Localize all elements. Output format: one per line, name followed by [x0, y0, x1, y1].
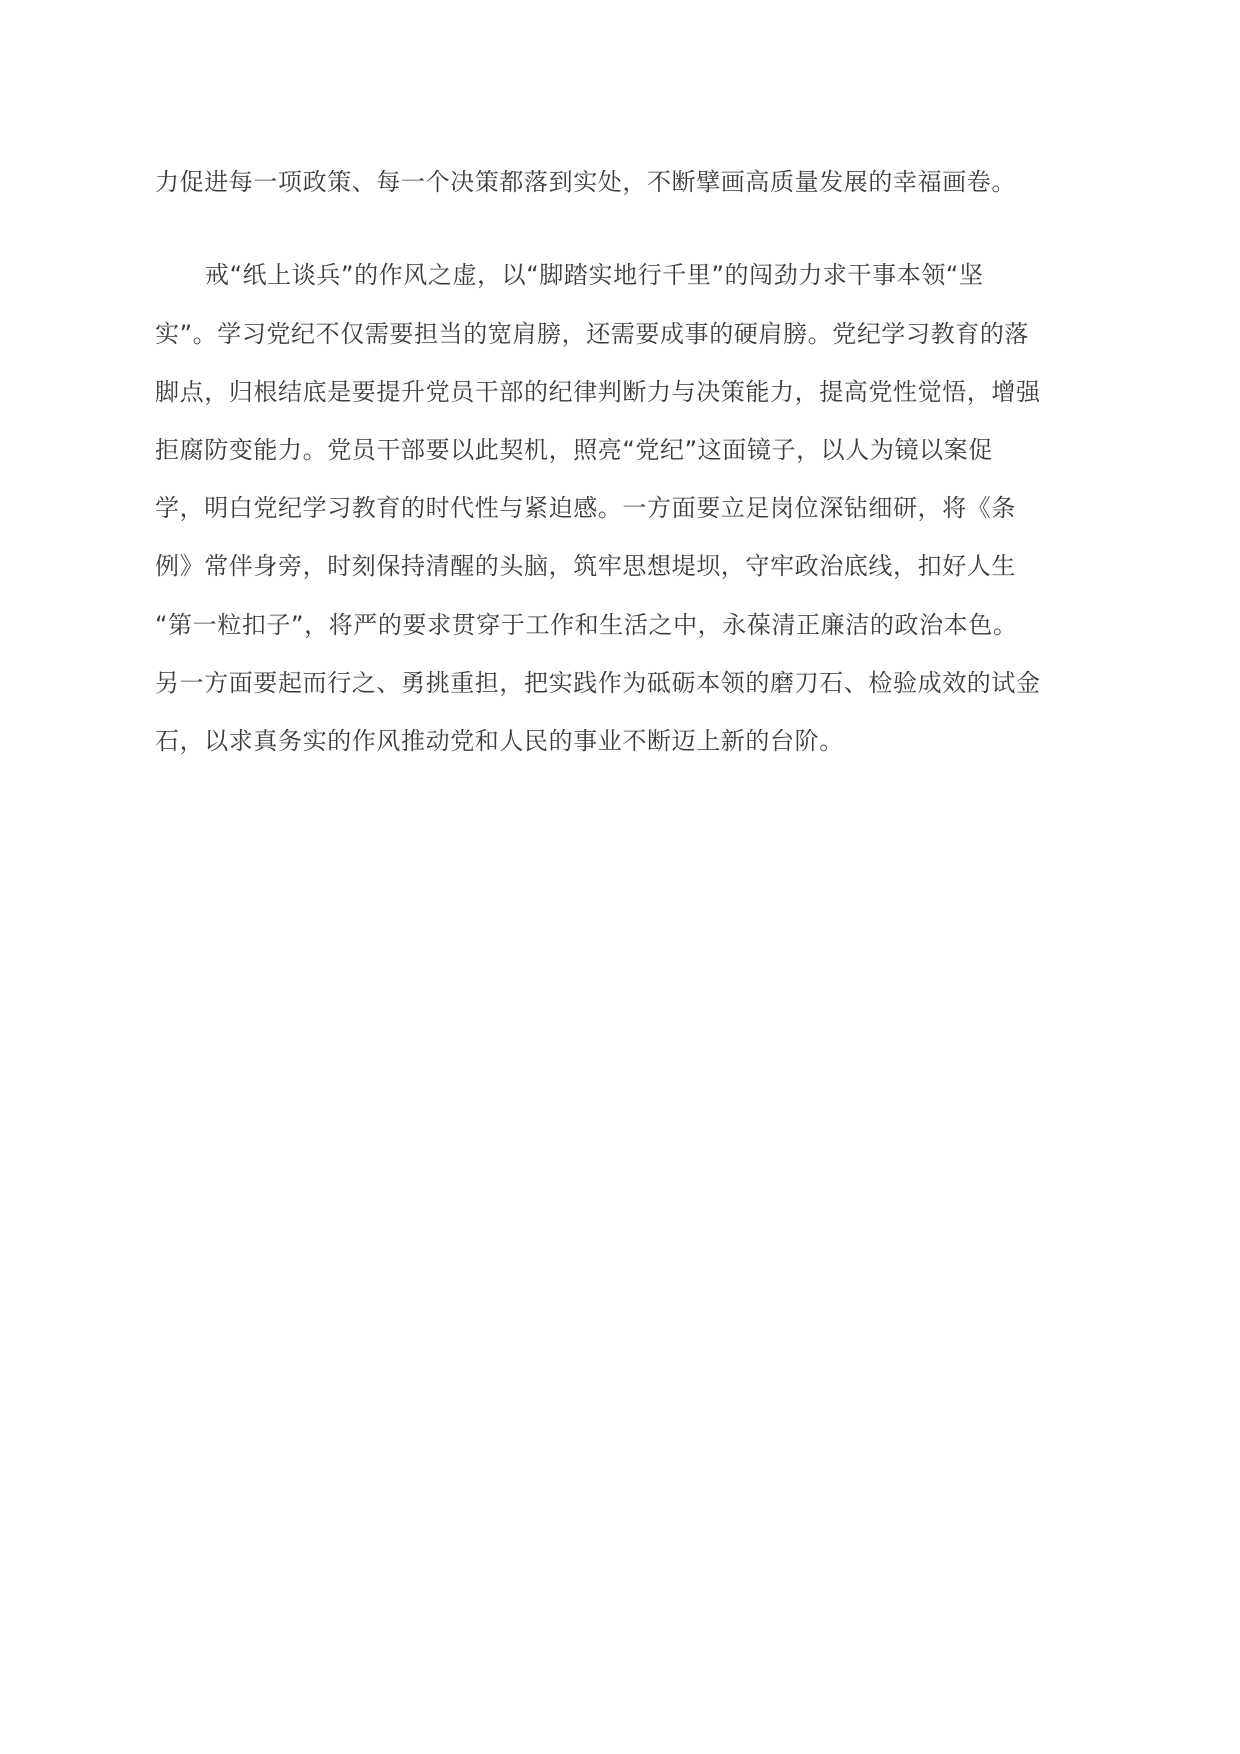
paragraph-main-line: “第一粒扣子”，将严的要求贯穿于工作和生活之中，永葆清正廉洁的政治本色。 — [155, 611, 1018, 639]
paragraph-main-line: 学，明白党纪学习教育的时代性与紧迫感。一方面要立足岗位深钻细研，将《条 — [155, 494, 1016, 522]
paragraph-main-line: 另一方面要起而行之、勇挑重担，把实践作为砥砺本领的磨刀石、检验成效的试金 — [155, 669, 1041, 697]
paragraph-main-line: 实”。学习党纪不仅需要担当的宽肩膀，还需要成事的硬肩膀。党纪学习教育的落 — [155, 320, 1030, 348]
paragraph-main-line: 脚点，归根结底是要提升党员干部的纪律判断力与决策能力，提高党性觉悟，增强 — [155, 378, 1041, 406]
paragraph-main-line: 拒腐防变能力。党员干部要以此契机，照亮“党纪”这面镜子，以人为镜以案促 — [155, 436, 993, 464]
paragraph-continued-line: 力促进每一项政策、每一个决策都落到实处，不断擘画高质量发展的幸福画卷。 — [155, 168, 1016, 196]
paragraph-main-line: 戒“纸上谈兵”的作风之虚，以“脚踏实地行千里”的闯劲力求干事本领“坚 — [205, 261, 984, 289]
paragraph-main-line: 例》常伴身旁，时刻保持清醒的头脑，筑牢思想堤坝，守牢政治底线，扣好人生 — [155, 552, 1016, 580]
paragraph-main-line: 石，以求真务实的作风推动党和人民的事业不断迈上新的台阶。 — [155, 727, 844, 755]
